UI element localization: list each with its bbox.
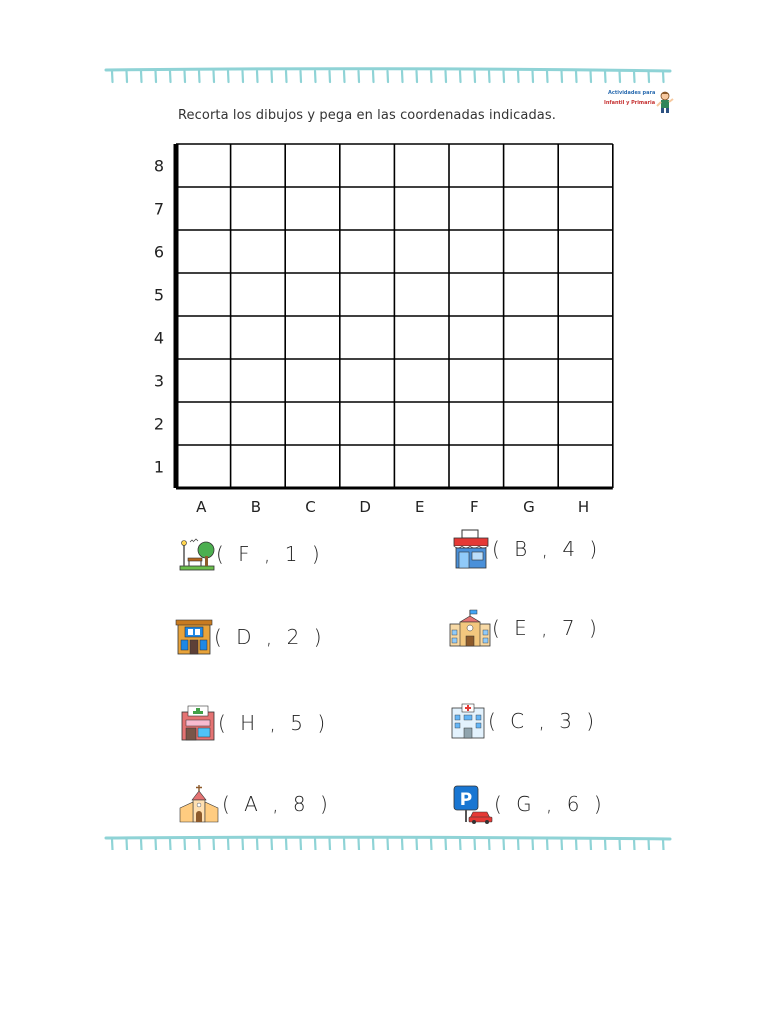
decorative-border-top <box>104 64 672 88</box>
column-label: E <box>414 498 425 516</box>
legend-item-park <box>176 536 324 572</box>
legend-item-pharmacy <box>178 704 329 742</box>
coord-label: ( G , 6 ) <box>494 792 606 816</box>
legend-item-library <box>174 618 326 656</box>
logo-line-1: Actividades para <box>608 90 656 96</box>
column-label: G <box>523 498 535 516</box>
hospital-icon <box>448 702 488 740</box>
coord-label: ( F , 1 ) <box>216 542 324 566</box>
coord-label: ( C , 3 ) <box>488 709 599 733</box>
coord-label: ( D , 2 ) <box>214 625 326 649</box>
row-label: 4 <box>153 328 165 348</box>
church-icon <box>178 784 222 824</box>
row-label: 2 <box>153 414 165 434</box>
row-label: 8 <box>153 156 165 176</box>
logo-line-2: Infantil y Primaria <box>604 100 656 106</box>
column-labels <box>196 498 589 516</box>
shop-icon <box>450 528 492 570</box>
coord-label: ( B , 4 ) <box>492 537 602 561</box>
row-labels <box>154 157 164 477</box>
column-label: A <box>196 498 207 516</box>
legend-item-school <box>448 608 601 648</box>
row-label: 1 <box>153 457 165 477</box>
kid-mascot-icon <box>656 90 674 114</box>
row-label: 7 <box>153 199 165 219</box>
parking-icon <box>452 784 494 824</box>
row-label: 3 <box>153 371 165 391</box>
decorative-border-bottom <box>104 826 672 850</box>
coordinate-grid <box>140 136 620 521</box>
legend-item-hospital <box>448 702 598 740</box>
library-icon <box>174 618 214 656</box>
row-label: 6 <box>153 242 165 262</box>
legend-item-church <box>178 784 332 824</box>
school-icon <box>448 608 492 648</box>
coord-label: ( A , 8 ) <box>222 792 332 816</box>
column-label: C <box>305 498 316 516</box>
pharmacy-icon <box>178 704 218 742</box>
coord-label: ( H , 5 ) <box>218 711 330 735</box>
column-label: D <box>359 498 371 516</box>
svg-text:P: P <box>459 790 473 810</box>
row-label: 5 <box>153 285 165 305</box>
grid-lines <box>176 144 613 488</box>
coord-label: ( E , 7 ) <box>492 616 601 640</box>
legend-item-parking <box>452 784 606 824</box>
column-label: H <box>577 498 590 516</box>
legend-item-shop <box>450 528 601 570</box>
park-icon <box>176 536 216 572</box>
column-label: B <box>250 498 262 516</box>
column-label: F <box>469 498 479 516</box>
instruction-text: Recorta los dibujos y pega en las coordenadas indicadas. <box>178 108 556 123</box>
logo <box>600 88 674 116</box>
